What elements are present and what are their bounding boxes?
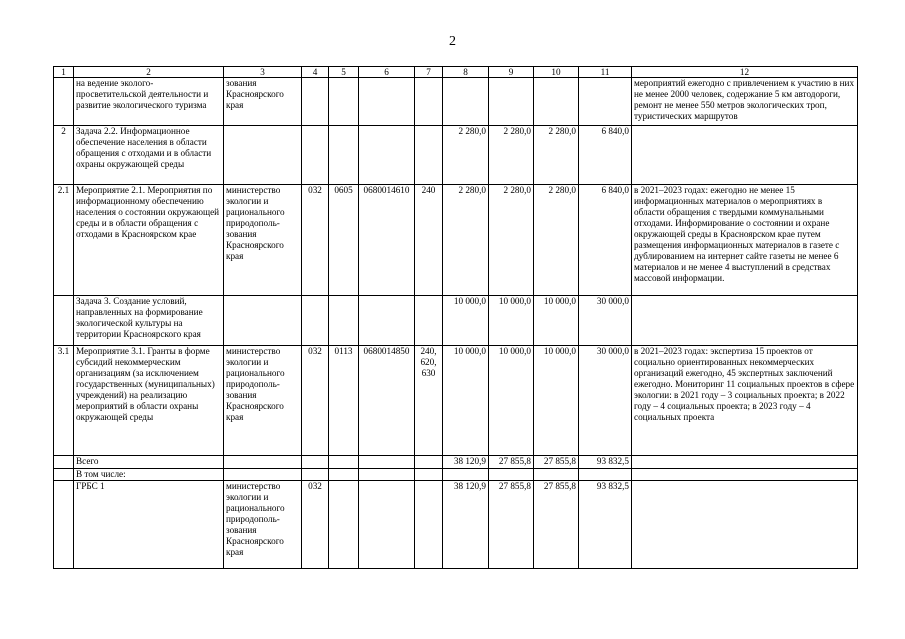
row-title: В том числе:: [74, 469, 224, 481]
row-title: Мероприятие 2.1. Мероприятия по информационному обеспечению населения о состоянии окружающей среды и в области обращения с отходами в Красноярском крае: [74, 185, 224, 296]
column-numbers-row: [54, 67, 858, 78]
expected-result: мероприятий ежегодно с привлечением к участию в них не менее 2000 человек, содержание 5 км автодороги, ремонт не менее 550 метров экологических троп, туристических маршрутов: [632, 78, 858, 126]
expected-result: [632, 481, 858, 569]
csr-code: 0680014850: [359, 346, 415, 456]
rzpr-code: 0605: [329, 185, 359, 296]
vr-code: [415, 456, 443, 469]
row-index: [54, 456, 74, 469]
amount-2021: 10 000,0: [443, 296, 489, 346]
row-index: [54, 78, 74, 126]
table-row: [54, 346, 858, 456]
amount-total: 93 832,5: [579, 481, 632, 569]
program-table: [53, 66, 858, 569]
amount-2021: 38 120,9: [443, 481, 489, 569]
amount-2021: 2 280,0: [443, 185, 489, 296]
expected-result: [632, 296, 858, 346]
table-row: [54, 78, 858, 126]
vr-code: [415, 481, 443, 569]
table-row: [54, 185, 858, 296]
amount-2021: 10 000,0: [443, 346, 489, 456]
amount-2022: 27 855,8: [489, 456, 534, 469]
column-header: 10: [534, 67, 579, 78]
column-header: 7: [415, 67, 443, 78]
rzpr-code: [329, 469, 359, 481]
amount-total: 93 832,5: [579, 456, 632, 469]
grbs-code: [302, 126, 329, 185]
csr-code: 0680014610: [359, 185, 415, 296]
vr-code: [415, 78, 443, 126]
amount-total: [579, 469, 632, 481]
expected-result: [632, 456, 858, 469]
grbs-code: [302, 469, 329, 481]
rzpr-code: [329, 78, 359, 126]
csr-code: [359, 481, 415, 569]
csr-code: [359, 78, 415, 126]
table-row: [54, 469, 858, 481]
row-title: Задача 2.2. Информационное обеспечение населения в области обращения с отходами и в области охраны окружающей среды: [74, 126, 224, 185]
amount-2022: 2 280,0: [489, 185, 534, 296]
row-index: 3.1: [54, 346, 74, 456]
executor: зования Красноярского края: [224, 78, 302, 126]
vr-code: 240: [415, 185, 443, 296]
amount-2023: [534, 469, 579, 481]
csr-code: [359, 456, 415, 469]
column-header: 8: [443, 67, 489, 78]
grbs-code: [302, 456, 329, 469]
amount-total: 6 840,0: [579, 126, 632, 185]
column-header: 4: [302, 67, 329, 78]
amount-total: 6 840,0: [579, 185, 632, 296]
rzpr-code: 0113: [329, 346, 359, 456]
table-row: [54, 456, 858, 469]
grbs-code: [302, 296, 329, 346]
rzpr-code: [329, 456, 359, 469]
amount-2023: [534, 78, 579, 126]
expected-result: в 2021–2023 годах: ежегодно не менее 15 информационных материалов о мероприятиях в области обращения с твердыми коммунальными отходами. Информирование о состоянии и охране окружающей среды в Красноярском крае путем размещения информационных материалов в газете с дублированием на интернет сайте газеты не менее 6 материалов и не менее 4 выступлений в средствах массовой информации.: [632, 185, 858, 296]
row-index: 2: [54, 126, 74, 185]
row-title: ГРБС 1: [74, 481, 224, 569]
amount-2023: 2 280,0: [534, 126, 579, 185]
vr-code: [415, 296, 443, 346]
row-title: Задача 3. Создание условий, направленных на формирование экологической культуры на территории Красноярского края: [74, 296, 224, 346]
amount-2023: 27 855,8: [534, 481, 579, 569]
table-row: [54, 296, 858, 346]
executor: министерство экологии и рационального природополь-зования Красноярского края: [224, 481, 302, 569]
amount-2021: [443, 78, 489, 126]
column-header: 12: [632, 67, 858, 78]
executor: министерство экологии и рационального природополь-зования Красноярского края: [224, 185, 302, 296]
amount-2022: [489, 78, 534, 126]
amount-2022: 2 280,0: [489, 126, 534, 185]
executor: [224, 296, 302, 346]
row-index: [54, 469, 74, 481]
amount-2021: 38 120,9: [443, 456, 489, 469]
vr-code: [415, 469, 443, 481]
row-index: 2.1: [54, 185, 74, 296]
csr-code: [359, 296, 415, 346]
rzpr-code: [329, 296, 359, 346]
amount-2021: [443, 469, 489, 481]
grbs-code: 032: [302, 185, 329, 296]
amount-2023: 10 000,0: [534, 296, 579, 346]
amount-total: [579, 78, 632, 126]
amount-total: 30 000,0: [579, 346, 632, 456]
amount-2022: 27 855,8: [489, 481, 534, 569]
amount-2023: 27 855,8: [534, 456, 579, 469]
column-header: 3: [224, 67, 302, 78]
column-header: 1: [54, 67, 74, 78]
amount-2022: 10 000,0: [489, 346, 534, 456]
executor: [224, 469, 302, 481]
row-title: на ведение эколого-просветительской деятельности и развитие экологического туризма: [74, 78, 224, 126]
grbs-code: 032: [302, 481, 329, 569]
amount-total: 30 000,0: [579, 296, 632, 346]
grbs-code: [302, 78, 329, 126]
column-header: 2: [74, 67, 224, 78]
expected-result: [632, 126, 858, 185]
row-index: [54, 296, 74, 346]
row-title: Всего: [74, 456, 224, 469]
column-header: 9: [489, 67, 534, 78]
executor: [224, 456, 302, 469]
rzpr-code: [329, 126, 359, 185]
executor: [224, 126, 302, 185]
column-header: 11: [579, 67, 632, 78]
expected-result: [632, 469, 858, 481]
executor: министерство экологии и рационального природополь-зования Красноярского края: [224, 346, 302, 456]
amount-2023: 2 280,0: [534, 185, 579, 296]
page-number: 2: [449, 34, 456, 49]
rzpr-code: [329, 481, 359, 569]
amount-2022: 10 000,0: [489, 296, 534, 346]
amount-2022: [489, 469, 534, 481]
table-row: [54, 481, 858, 569]
csr-code: [359, 469, 415, 481]
vr-code: [415, 126, 443, 185]
row-title: Мероприятие 3.1. Гранты в форме субсидий некоммерческим организациям (за исключением государственных (муниципальных) учреждений) на реализацию мероприятий в области охраны окружающей среды: [74, 346, 224, 456]
table-row: [54, 126, 858, 185]
column-header: 6: [359, 67, 415, 78]
expected-result: в 2021–2023 годах: экспертиза 15 проектов от социально ориентированных некоммерческих организаций ежегодно, 45 экспертных заключений ежегодно. Мониторинг 11 социальных проектов в сфере экологии: в 2021 году – 3 социальных проекта; в 2022 году – 4 социальных проекта; в 2023 году – 4 социальных проекта: [632, 346, 858, 456]
amount-2023: 10 000,0: [534, 346, 579, 456]
amount-2021: 2 280,0: [443, 126, 489, 185]
vr-code: 240, 620, 630: [415, 346, 443, 456]
row-index: [54, 481, 74, 569]
csr-code: [359, 126, 415, 185]
column-header: 5: [329, 67, 359, 78]
grbs-code: 032: [302, 346, 329, 456]
